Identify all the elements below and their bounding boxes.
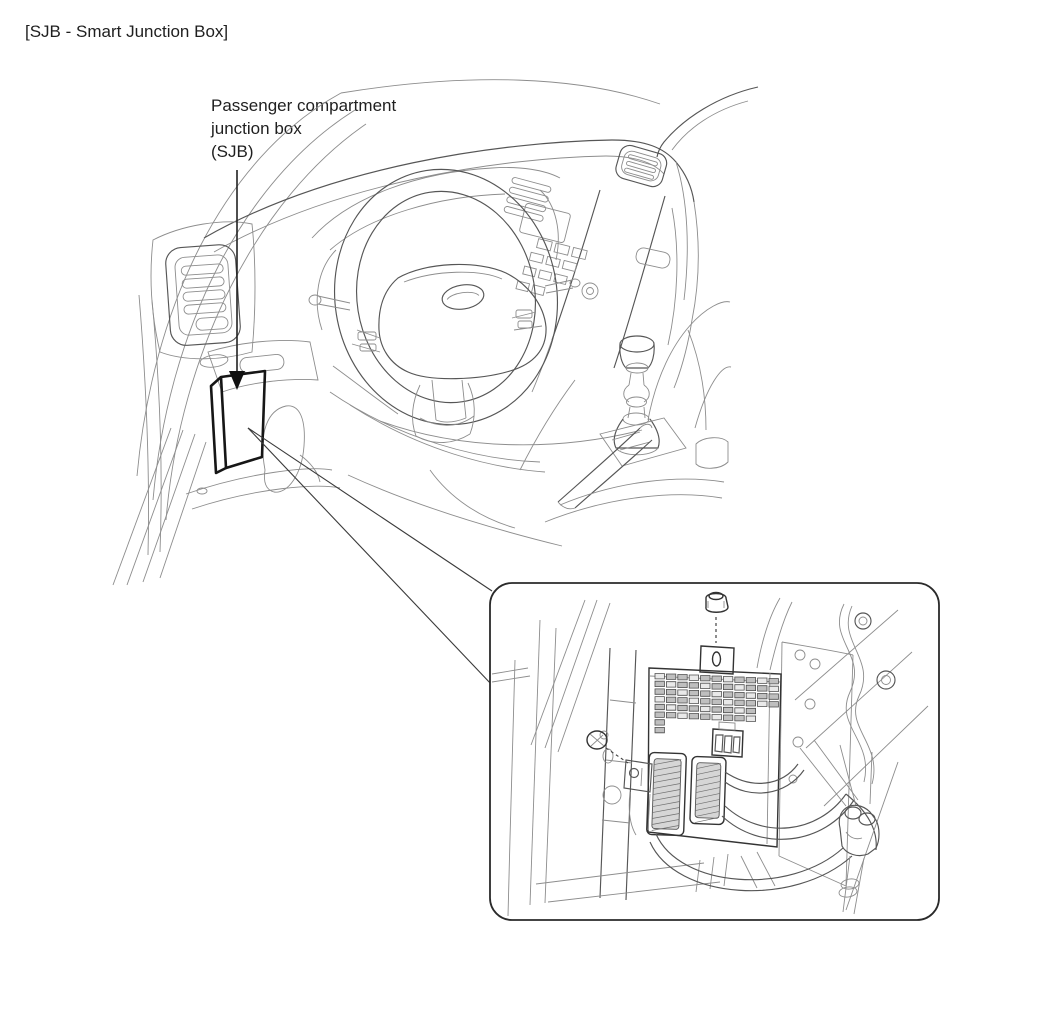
lower-dash-panel — [208, 340, 642, 546]
center-stack — [516, 190, 665, 392]
cabin-drawing — [113, 80, 758, 585]
left-spoke — [352, 330, 380, 352]
left-air-vent — [151, 222, 255, 369]
gear-shifter — [600, 336, 728, 468]
center-top-vent — [504, 177, 552, 222]
steering-wheel — [309, 153, 580, 442]
right-spoke — [512, 310, 542, 330]
callout-line-2: junction box — [211, 119, 302, 138]
door-sill-lines — [113, 428, 340, 585]
callout-line-1: Passenger compartment — [211, 96, 397, 115]
handbrake-and-console — [520, 380, 724, 522]
callout-line-3: (SJB) — [211, 142, 254, 161]
callout-arrow — [229, 170, 245, 390]
a-pillar-left — [137, 93, 366, 555]
steering-emblem — [440, 282, 485, 312]
page-title: [SJB - Smart Junction Box] — [25, 22, 229, 41]
inset-leader-lines — [248, 428, 492, 685]
radio-buttons — [516, 236, 587, 303]
detail-inset — [490, 583, 939, 920]
windshield-and-dash-top — [204, 80, 758, 388]
